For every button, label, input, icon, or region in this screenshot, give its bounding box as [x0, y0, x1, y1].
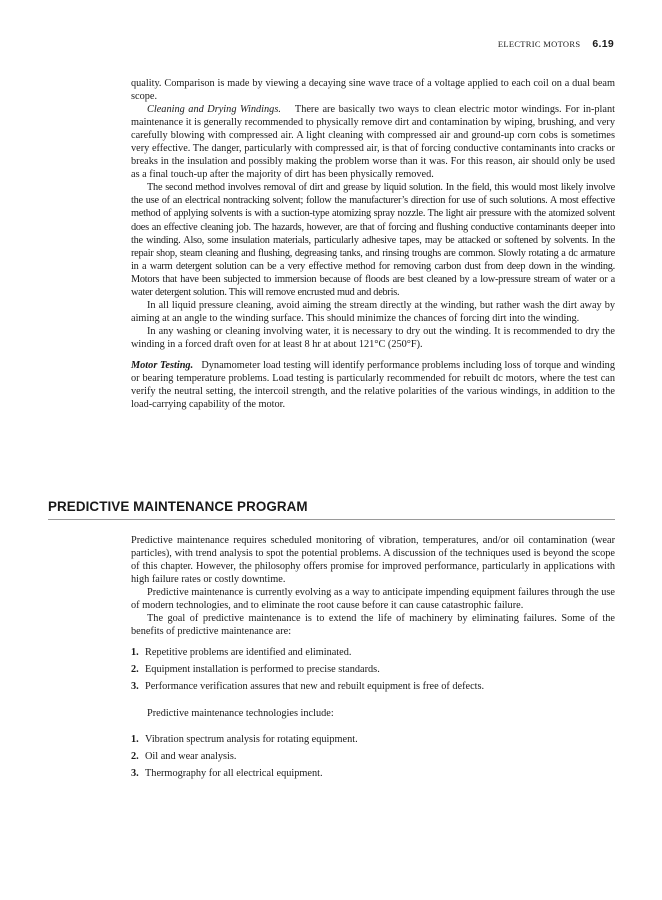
benefits-list — [131, 646, 615, 693]
run-in-head-cleaning: Cleaning and Drying Windings. — [147, 104, 281, 116]
spacer — [131, 638, 615, 646]
paragraph-technologies-intro: Predictive maintenance technologies include: — [147, 707, 334, 719]
section-divider — [48, 519, 615, 520]
list-number: 2. — [131, 664, 139, 676]
paragraph-continuation: quality. Comparison is made by viewing a decaying sine wave trace of a voltage applied to each coil on a dual beam scope. — [131, 78, 615, 103]
paragraph-liquid-pressure: In all liquid pressure cleaning, avoid aiming the stream directly at the winding, but rather wash the dirt away by aiming at an angle to the winding surface. This should minimize the chances of forcing dirt into the winding. — [131, 299, 615, 324]
running-title: ELECTRIC MOTORS — [497, 39, 581, 49]
list-number: 1. — [131, 647, 139, 659]
paragraph-second-method: The second method involves removal of dirt and grease by liquid solution. In the field, this would most likely involve the use of an electrical nontracking solvent; follow the manufacturer’s direction for use of such solutions. A most effective method of applying solvents is with a suction-type atomizing spray nozzle. The light air pressure with the atomized solvent does an effective cleaning job. The hazards, however, are that of forcing and flushing conductive contaminants deeper into the winding. Also, some insulation materials, particularly adhesive tapes, may be attacked or softened by solvents. In the repair shop, steam cleaning and flushing, degreasing tanks, and rinsing troughs are common. Slowly rotating a dc armature in a warm detergent solution can be a very effective method for removing carbon dust from deep down in the winding. Motors that have been subjected to immersion because of floods are best cleaned by a low-pressure stream of water or a water detergent solution. This will remove encrusted mud and debris. — [131, 182, 615, 298]
list-item-text: Repetitive problems are identified and eliminated. — [145, 647, 352, 659]
paragraph-cleaning — [131, 103, 615, 181]
list-number: 3. — [131, 681, 139, 693]
paragraph-drying: In any washing or cleaning involving water, it is necessary to dry out the winding. It is recommended to dry the winding in a forced draft oven for at least 8 hr at about 121°C (250°F). — [131, 325, 615, 350]
list-item-text: Oil and wear analysis. — [145, 750, 237, 762]
list-item — [131, 680, 615, 693]
spacer — [131, 351, 615, 359]
spacer — [131, 694, 615, 707]
list-item-text: Performance verification assures that new and rebuilt equipment is free of defects. — [145, 681, 485, 693]
run-in-head-motor-testing: Motor Testing. — [131, 359, 194, 371]
list-item — [131, 767, 615, 780]
paragraph-predictive-evolving: Predictive maintenance is currently evolving as a way to anticipate impending equipment failures through the use of modern technologies, and to eliminate the root cause before it can cause catastrophic failure. — [131, 587, 615, 612]
paragraph-motor-testing — [131, 359, 615, 411]
page-number: 6.19 — [592, 38, 614, 50]
section-text-block — [131, 534, 615, 780]
list-number: 2. — [131, 750, 139, 762]
list-item — [131, 663, 615, 676]
list-item-text: Vibration spectrum analysis for rotating equipment. — [145, 733, 358, 745]
paragraph-predictive-intro: Predictive maintenance requires scheduled monitoring of vibration, temperatures, and/or oil contamination (wear particles), with trend analysis to spot the potential problems. A discussion of the techniques used is beyond the scope of this chapter. However, the philosophy offers promise for improved performance, particularly in applications with high failure rates or costly downtime. — [131, 535, 615, 586]
list-item — [131, 646, 615, 659]
section-heading: PREDICTIVE MAINTENANCE PROGRAM — [48, 499, 308, 514]
list-number: 1. — [131, 733, 139, 745]
paragraph-predictive-goal: The goal of predictive maintenance is to extend the life of machinery by eliminating failures. Some of the benefits of predictive maintenance are: — [131, 613, 615, 638]
list-number: 3. — [131, 767, 139, 779]
top-text-block — [131, 77, 615, 411]
spacer — [131, 720, 615, 733]
list-item-text: Equipment installation is performed to precise standards. — [145, 664, 380, 676]
list-item — [131, 733, 615, 746]
technologies-list — [131, 733, 615, 780]
list-item-text: Thermography for all electrical equipment. — [145, 767, 323, 779]
motor-testing-text: Dynamometer load testing will identify performance problems including loss of torque and winding or bearing temperature problems. Load testing is particularly recommended for rebuilt dc motors, where the test can verify the neutral setting, the intercoil strength, and the relative polarities of the various windings, in addition to the load-carrying capability of the motor. — [131, 359, 615, 411]
running-header — [498, 38, 614, 50]
cleaning-text: There are basically two ways to clean electric motor windings. For in-plant maintenance it is generally recommended to physically remove dirt and contamination by wiping, brushing, and very carefully blowing with compressed air. A light cleaning with compressed air and ground-up corn cobs is sometimes very effective. The danger, particularly with compressed air, is that of forcing conductive contaminants into cracks or breaks in the insulation and possibly making the problem worse than it was. For this reason, air should only be used as a final touch-up after the majority of dirt has been physically removed. — [131, 104, 615, 181]
list-item — [131, 750, 615, 763]
